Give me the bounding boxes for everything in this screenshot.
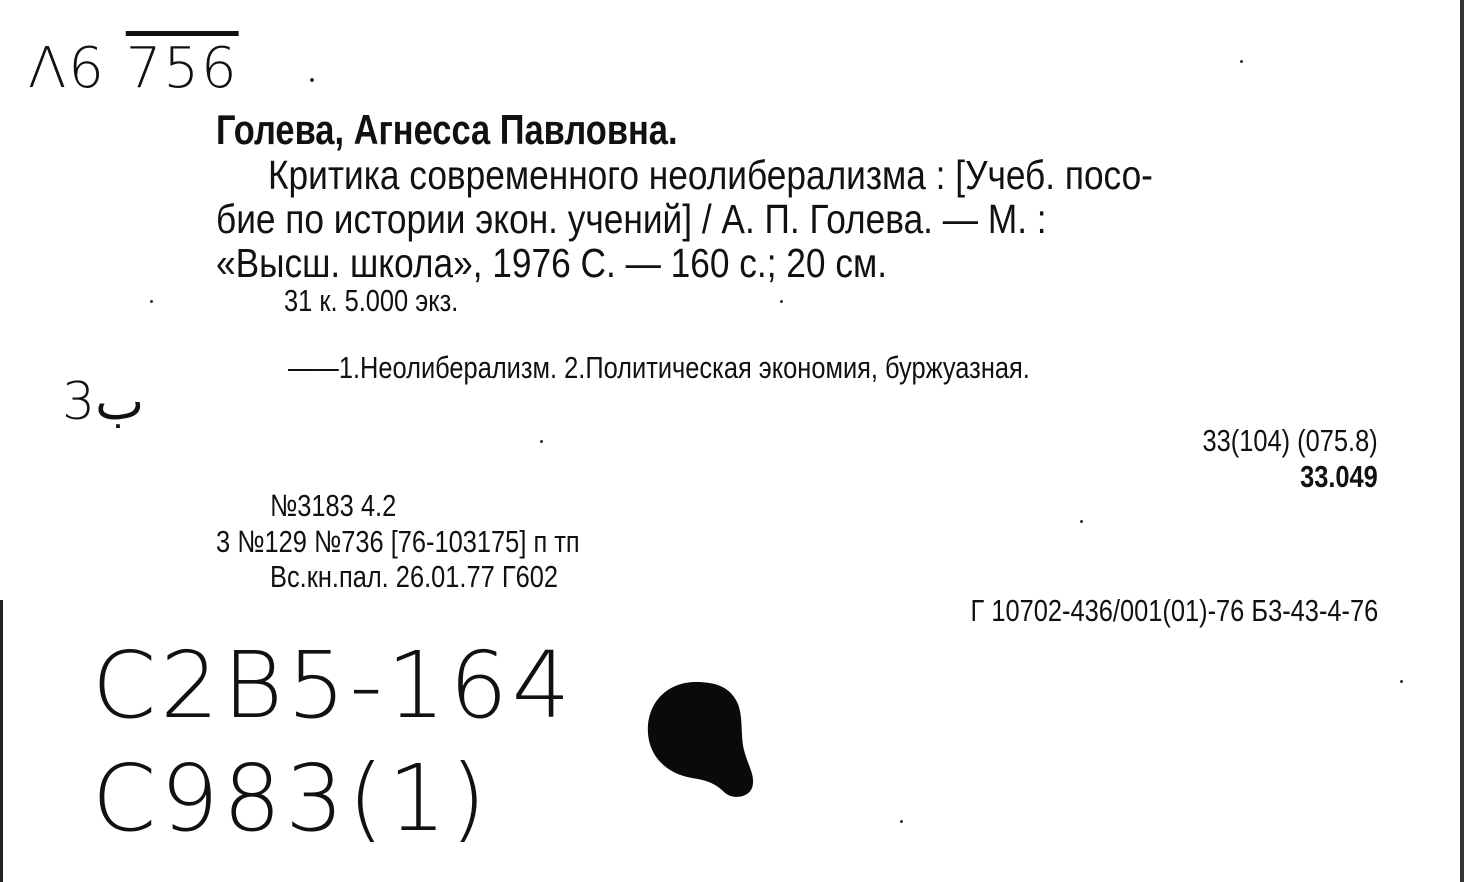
scan-speck [540,440,543,443]
scan-speck [1240,60,1243,63]
author-heading: Голева, Агнесса Павловна. [216,106,678,153]
card-edge-right [1460,0,1464,882]
scan-speck [1400,680,1403,683]
title-line-1: Критика современного неолиберализма : [Учеб. посо- [268,152,1153,198]
ink-blot [644,678,756,802]
handwritten-shelf-mark: Λ6 756 [28,36,239,101]
subject-headings: ——1.Неолиберализм. 2.Политическая экономия, буржуазная. [288,350,1030,385]
accession-line-1: №3183 4.2 [270,488,397,523]
handwritten-cipher-2: C983(1) [92,745,491,852]
bbk-classification: 33.049 [1300,459,1378,494]
accession-line-2: 3 №129 №736 [76-103175] п тп [216,524,580,559]
scan-speck [780,300,783,303]
handwritten-code: 3ب [62,372,145,432]
card-edge-left [0,600,3,882]
udc-classification: 33(104) (075.8) [1202,423,1378,458]
scan-speck [150,300,153,303]
title-line-2: бие по истории экон. учений] / А. П. Голева. — М. : [216,196,1047,242]
scan-speck [900,820,903,823]
title-line-3: «Высш. школа», 1976 С. — 160 с.; 20 см. [216,240,888,286]
accession-line-3: Вс.кн.пал. 26.01.77 Г602 [270,559,558,594]
scan-speck [310,78,314,82]
handwritten-cipher-1: C2B5-164 [92,632,575,739]
publisher-code: Г 10702-436/001(01)-76 Б3-43-4-76 [970,593,1378,628]
price-print-run: 31 к. 5.000 экз. [284,283,459,318]
scan-speck [1080,520,1083,523]
